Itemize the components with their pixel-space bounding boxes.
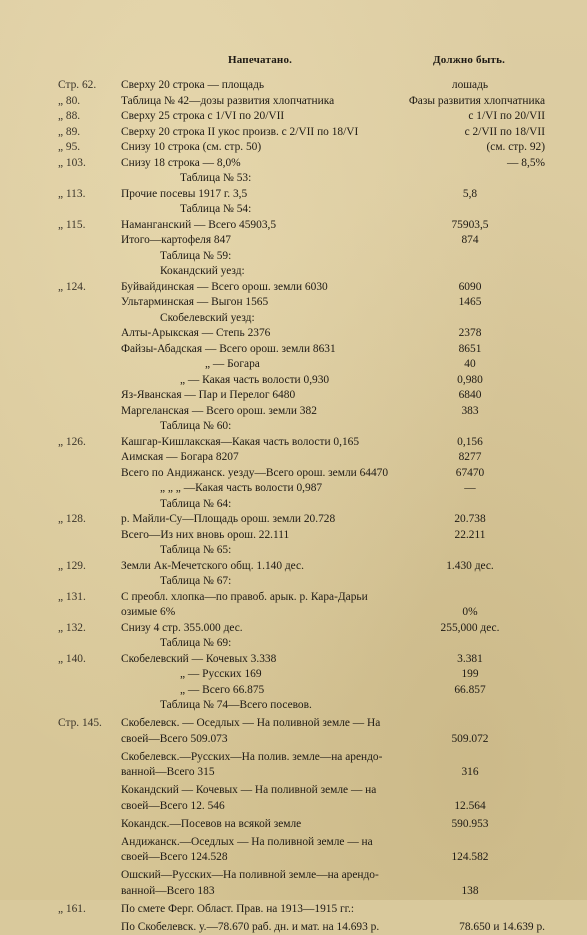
correct-text: 8277 (400, 450, 540, 465)
printed-text: Таблица № 54: (180, 202, 480, 217)
correct-text: 22.211 (400, 528, 540, 543)
correct-text: 199 (400, 667, 540, 682)
printed-text: Кокандский — Кочевых — На поливной земле — на (121, 783, 421, 798)
printed-text: Ошский—Русских—На поливной земле—на арендо- (121, 868, 421, 883)
printed-text: ванной—Всего 315 (121, 765, 421, 780)
printed-text: Кашгар-Кишлакская—Какая часть волости 0,165 (121, 435, 421, 450)
printed-text: Таблица № 65: (160, 543, 460, 558)
correct-text: 1.430 дес. (400, 559, 540, 574)
errata-row (0, 264, 587, 280)
page-reference: „ 131. (58, 590, 108, 605)
correct-text: с 1/VI по 20/VII (395, 109, 545, 124)
errata-row (0, 326, 587, 342)
printed-text: Кокандск.—Посевов на всякой земле (121, 817, 421, 832)
errata-row (0, 311, 587, 327)
correct-text: 0,156 (400, 435, 540, 450)
page-reference: „ 89. (58, 125, 108, 140)
correct-text: 6840 (400, 388, 540, 403)
page-reference: „ 129. (58, 559, 108, 574)
errata-row (0, 698, 587, 716)
page-reference: „ 115. (58, 218, 108, 233)
correct-text: 0,980 (400, 373, 540, 388)
printed-text: Аимская — Богара 8207 (121, 450, 421, 465)
errata-row (0, 218, 587, 234)
errata-row (0, 497, 587, 513)
printed-text: Кокандский уезд: (160, 264, 460, 279)
printed-text: Земли Ак-Мечетского общ. 1.140 дес. (121, 559, 421, 574)
printed-text: Сверху 20 строка II укос произв. с 2/VII по 18/VI (121, 125, 421, 140)
correct-text: 8651 (400, 342, 540, 357)
errata-row (0, 202, 587, 218)
correct-text: 874 (400, 233, 540, 248)
printed-text: Таблица № 42—дозы развития хлопчатника (121, 94, 421, 109)
correct-text: (см. стр. 92) (395, 140, 545, 155)
errata-row (0, 295, 587, 311)
printed-text: ванной—Всего 183 (121, 884, 421, 899)
errata-row (0, 732, 587, 750)
correct-text: 138 (400, 884, 540, 899)
page-reference: „ 124. (58, 280, 108, 295)
errata-row (0, 528, 587, 544)
errata-row (0, 280, 587, 296)
errata-row (0, 450, 587, 466)
errata-row (0, 850, 587, 868)
printed-text: „ „ „ —Какая часть волости 0,987 (160, 481, 460, 496)
errata-row (0, 156, 587, 172)
printed-text: Ультарминская — Выгон 1565 (121, 295, 421, 310)
errata-row (0, 605, 587, 621)
printed-text: Яз-Яванская — Пар и Перелог 6480 (121, 388, 421, 403)
printed-text: Скобелевский — Кочевых 3.338 (121, 652, 421, 667)
printed-text: Скобелевский уезд: (160, 311, 460, 326)
errata-row (0, 249, 587, 265)
errata-row (0, 621, 587, 637)
page-reference: „ 140. (58, 652, 108, 667)
errata-row (0, 652, 587, 668)
printed-text: Всего по Андижанск. уезду—Всего орош. земли 64470 (121, 466, 421, 481)
printed-text: Таблица № 59: (160, 249, 460, 264)
printed-text: своей—Всего 124.528 (121, 850, 421, 865)
correct-text: 67470 (400, 466, 540, 481)
errata-row (0, 683, 587, 699)
page-reference: „ 132. (58, 621, 108, 636)
printed-text: „ — Русских 169 (180, 667, 480, 682)
errata-row (0, 78, 587, 94)
errata-row (0, 388, 587, 404)
errata-row (0, 667, 587, 683)
correct-text: 20.738 (400, 512, 540, 527)
printed-text: Всего—Из них вновь орош. 22.111 (121, 528, 421, 543)
errata-row (0, 543, 587, 559)
errata-row (0, 920, 587, 935)
correct-text: лошадь (400, 78, 540, 93)
page-reference: Стр. 145. (58, 716, 108, 731)
correct-text: 40 (400, 357, 540, 372)
printed-text: Файзы-Абадская — Всего орош. земли 8631 (121, 342, 421, 357)
errata-row (0, 342, 587, 358)
correct-text: 66.857 (400, 683, 540, 698)
printed-text: Маргеланская — Всего орош. земли 382 (121, 404, 421, 419)
errata-row (0, 404, 587, 420)
errata-row (0, 902, 587, 920)
printed-text: озимые 6% (121, 605, 421, 620)
errata-row (0, 187, 587, 203)
page-reference: „ 103. (58, 156, 108, 171)
errata-row (0, 884, 587, 902)
correct-text: 78.650 и 14.639 р. (380, 920, 545, 935)
printed-text: Снизу 4 стр. 355.000 дес. (121, 621, 421, 636)
correct-text: — (400, 481, 540, 496)
page-reference: „ 126. (58, 435, 108, 450)
errata-row (0, 140, 587, 156)
errata-row (0, 233, 587, 249)
correct-text: 124.582 (400, 850, 540, 865)
printed-text: Таблица № 64: (160, 497, 460, 512)
correct-text: 2378 (400, 326, 540, 341)
errata-row (0, 481, 587, 497)
correct-text: 3.381 (400, 652, 540, 667)
page-reference: „ 88. (58, 109, 108, 124)
printed-text: С преобл. хлопка—по правоб. арык. р. Кара-Дарьи (121, 590, 421, 605)
column-header-printed: Напечатано. (228, 54, 292, 66)
printed-text: „ — Богара (205, 357, 505, 372)
printed-text: Таблица № 60: (160, 419, 460, 434)
errata-row (0, 835, 587, 851)
correct-text: 0% (400, 605, 540, 620)
printed-text: По смете Ферг. Област. Прав. на 1913—1915 гг.: (121, 902, 421, 917)
page-reference: „ 80. (58, 94, 108, 109)
errata-row (0, 559, 587, 575)
printed-text: Таблица № 69: (160, 636, 460, 651)
errata-row (0, 171, 587, 187)
errata-row (0, 512, 587, 528)
errata-list (0, 78, 587, 935)
errata-row (0, 783, 587, 799)
errata-row (0, 590, 587, 606)
page-reference: „ 95. (58, 140, 108, 155)
errata-row (0, 716, 587, 732)
correct-text: 5,8 (400, 187, 540, 202)
printed-text: р. Майли-Су—Площадь орош. земли 20.728 (121, 512, 421, 527)
correct-text: 255,000 дес. (400, 621, 540, 636)
printed-text: „ — Всего 66.875 (180, 683, 480, 698)
page-reference: Стр. 62. (58, 78, 108, 93)
printed-text: Таблица № 67: (160, 574, 460, 589)
printed-text: Алты-Арыкская — Степь 2376 (121, 326, 421, 341)
printed-text: Снизу 18 строка — 8,0% (121, 156, 421, 171)
correct-text: 383 (400, 404, 540, 419)
printed-text: Итого—картофеля 847 (121, 233, 421, 248)
printed-text: Сверху 20 строка — площадь (121, 78, 421, 93)
printed-text: „ — Какая часть волости 0,930 (180, 373, 480, 388)
errata-row (0, 419, 587, 435)
printed-text: Скобелевск. — Оседлых — На поливной земле — На (121, 716, 421, 731)
printed-text: Наманганский — Всего 45903,5 (121, 218, 421, 233)
page-reference: „ 161. (58, 902, 108, 917)
printed-text: своей—Всего 12. 546 (121, 799, 421, 814)
printed-text: Прочие посевы 1917 г. 3,5 (121, 187, 421, 202)
printed-text: своей—Всего 509.073 (121, 732, 421, 747)
errata-row (0, 750, 587, 766)
printed-text: По Скобелевск. у.—78.670 раб. дн. и мат. на 14.693 р. (121, 920, 421, 935)
correct-text: 6090 (400, 280, 540, 295)
printed-text: Скобелевск.—Русских—На полив. земле—на арендо- (121, 750, 421, 765)
correct-text: — 8,5% (395, 156, 545, 171)
printed-text: Снизу 10 строка (см. стр. 50) (121, 140, 421, 155)
correct-text: 316 (400, 765, 540, 780)
correct-text: 509.072 (400, 732, 540, 747)
errata-row (0, 817, 587, 835)
correct-text: 590.953 (400, 817, 540, 832)
correct-text: 75903,5 (400, 218, 540, 233)
printed-text: Сверху 25 строка с 1/VI по 20/VII (121, 109, 421, 124)
page-reference: „ 113. (58, 187, 108, 202)
errata-row (0, 373, 587, 389)
errata-row (0, 574, 587, 590)
printed-text: Таблица № 53: (180, 171, 480, 186)
printed-text: Таблица № 74—Всего посевов. (160, 698, 460, 713)
errata-row (0, 466, 587, 482)
errata-row (0, 765, 587, 783)
printed-text: Андижанск.—Оседлых — На поливной земле — на (121, 835, 421, 850)
errata-row (0, 94, 587, 110)
errata-row (0, 109, 587, 125)
errata-row (0, 357, 587, 373)
errata-row (0, 868, 587, 884)
page-reference: „ 128. (58, 512, 108, 527)
errata-row (0, 799, 587, 817)
errata-row (0, 435, 587, 451)
printed-text: Буйвайдинская — Всего орош. земли 6030 (121, 280, 421, 295)
column-header-correct: Должно быть. (433, 54, 505, 66)
errata-row (0, 125, 587, 141)
correct-text: 12.564 (400, 799, 540, 814)
errata-row (0, 636, 587, 652)
correct-text: Фазы развития хлопчатника (395, 94, 545, 109)
correct-text: 1465 (400, 295, 540, 310)
correct-text: с 2/VII по 18/VII (395, 125, 545, 140)
